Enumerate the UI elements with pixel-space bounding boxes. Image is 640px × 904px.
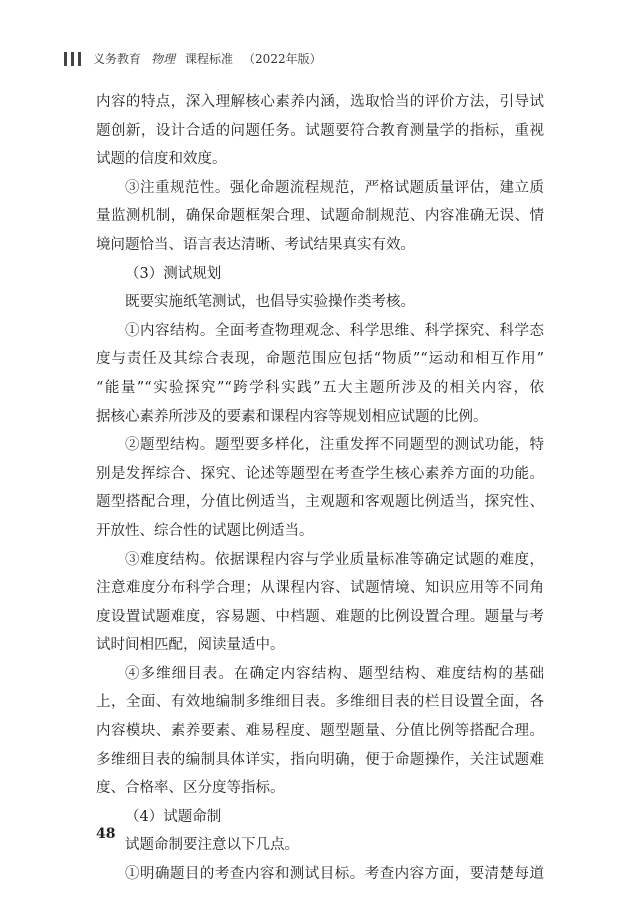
section-heading: （4）试题命制 (125, 808, 222, 825)
text-line: 题创新，设计合适的问题任务。试题要符合教育测量学的指标，重视 (96, 122, 544, 139)
header-subject: 物理 (151, 52, 176, 66)
text-line: 多维细目表的编制具体详实，指向明确，便于命题操作，关注试题难 (96, 751, 544, 768)
body-text (96, 88, 544, 889)
text-line: 注意难度分布科学合理；从课程内容、试题情境、知识应用等不同角 (96, 580, 544, 597)
text-line: 开放性、综合性的试题比例适当。 (96, 522, 314, 539)
header-edition: （2022年版） (243, 52, 322, 66)
header-series: 义务教育 (93, 52, 142, 66)
text-line: 境问题恰当、语言表达清晰、考试结果真实有效。 (96, 236, 415, 253)
section-heading: （3）测试规划 (125, 265, 222, 282)
text-line: ①内容结构。全面考查物理观念、科学思维、科学探究、科学态 (125, 322, 544, 339)
text-line: 试题的信度和效度。 (96, 151, 227, 168)
text-line: ④多维细目表。在确定内容结构、题型结构、难度结构的基础 (125, 665, 544, 682)
text-line: 上，全面、有效地编制多维细目表。多维细目表的栏目设置全面，各 (96, 694, 544, 711)
text-line: 度设置试题难度，容易题、中档题、难题的比例设置合理。题量与考 (96, 608, 544, 625)
text-line: 内容的特点，深入理解核心素养内涵，选取恰当的评价方法，引导试 (96, 94, 544, 110)
page-number: 48 (96, 826, 116, 842)
text-line: ③注重规范性。强化命题流程规范，严格试题质量评估，建立质 (125, 179, 544, 196)
running-header (64, 50, 322, 67)
text-line: 据核心素养所涉及的要素和课程内容等规划相应试题的比例。 (96, 408, 488, 425)
text-line: 别是发挥综合、探究、论述等题型在考查学生核心素养方面的功能。 (96, 465, 544, 482)
text-line: 试题命制要注意以下几点。 (125, 837, 299, 854)
text-line: 试时间相匹配，阅读量适中。 (96, 637, 285, 654)
text-line: 度、合格率、区分度等指标。 (96, 780, 285, 797)
text-line: ③难度结构。依据课程内容与学业质量标准等确定试题的难度， (125, 551, 544, 568)
text-line: 题型搭配合理，分值比例适当，主观题和客观题比例适当，探究性、 (96, 494, 544, 511)
header-bars-icon (64, 52, 83, 66)
text-line: ①明确题目的考查内容和测试目标。考查内容方面，要清楚每道 (125, 866, 544, 883)
text-line: 度与责任及其综合表现，命题范围应包括“物质”“运动和相互作用” (96, 351, 544, 368)
text-line: 量监测机制，确保命题框架合理、试题命制规范、内容准确无误、情 (96, 208, 544, 225)
text-line: “能量”“实验探究”“跨学科实践”五大主题所涉及的相关内容，依 (96, 379, 544, 396)
header-title: 课程标准 (185, 52, 234, 66)
text-line: 内容模块、素养要素、难易程度、题型题量、分值比例等搭配合理。 (96, 723, 544, 740)
text-line: 既要实施纸笔测试，也倡导实验操作类考核。 (125, 294, 415, 311)
text-line: ②题型结构。题型要多样化，注重发挥不同题型的测试功能，特 (125, 437, 544, 454)
